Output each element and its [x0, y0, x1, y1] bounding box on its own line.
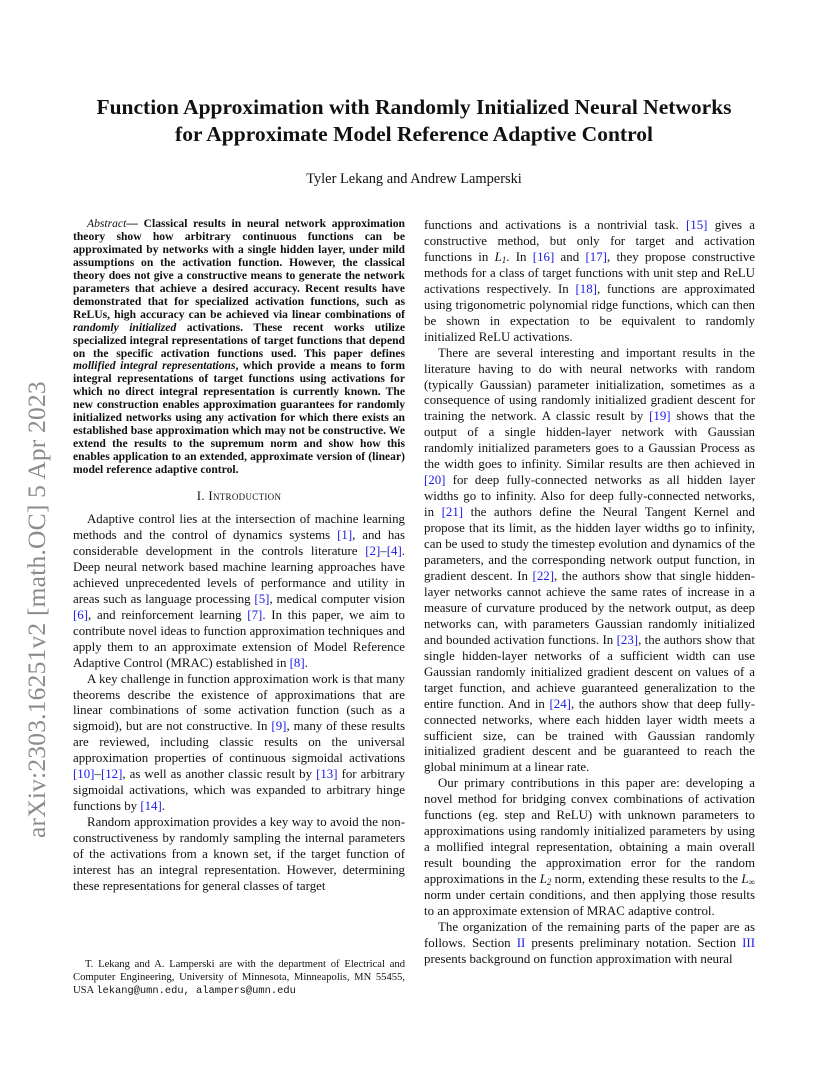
intro-paragraph-3: Random approximation provides a key way to avoid the non-constructiveness by randomly sampling the internal parameters of the activations from a known set, if the target function of interest has an integral representation. However, determining these representations for general classes of target [73, 815, 405, 893]
citation-14[interactable]: [14] [140, 799, 162, 814]
math-L2: $L_2$ [539, 872, 552, 888]
section-3-link[interactable]: III [742, 935, 755, 950]
section-2-link[interactable]: II [516, 935, 526, 950]
intro-paragraph-2: A key challenge in function approximation work is that many theorems describe the existence of approximations that are linear combinations of some activation function (such as a sigmoid), but are not constructive. In [9], many of these results are reviewed, including classic results on the universal approximation properties of continuous sigmoidal activations [10]–[12], as well as another classic result by [13] for arbitrary sigmoidal activations, which was expanded to arbitrary hinge functions by [14]. [73, 671, 406, 814]
section-heading-introduction: I. Introduction [196, 489, 282, 504]
right-paragraph-2: There are several interesting and important results in the literature having to do with neural networks with random (typically Gaussian) parameter initialization, sometimes as a consequence of using randomly initialized gradient descent for training the network. A classic result by [19] shows that the output of a single hidden-layer network with Gaussian randomly initialized parameters goes to a Gaussian Process as the width goes to infinity. Similar results are then achieved in [20] for deep fully-connected networks as all hidden layer widths go to infinity. Also for deep fully-connected networks, in [21] the authors define the Neural Tangent Kernel and propose that its limit, as the hidden layer widths go to infinity, can be used to study the timestep evolution and dynamics of the parameters, and the corresponding network output function, in gradient descent. In [22], the authors show that single hidden-layer networks cannot achieve the same rates of increase in a measure of curvature produced by the network output, as deep networks can, with parameters Gaussian randomly initialized and bounded activation functions. In [23], the authors show that single hidden-layer networks of a sufficient width can use Gaussian randomly initialized gradient descent on values of a target function, and achieve guaranteed generalization to the entire function. And in [24], the authors show that deep fully-connected networks, where each hidden layer width meets a sufficient size, can be trained with Gaussian randomly initialized gradient descent and be guaranteed to reach the global minimum at a linear rate. [424, 345, 756, 775]
math-Linf: $L_\infty$ [741, 872, 755, 888]
footnote-text: T. Lekang and A. Lamperski are with the department of Electrical and Computer Engineering, University of Minnesota, Minneapolis, MN 55455, USA [73, 959, 405, 996]
intro-paragraph-1: Adaptive control lies at the intersection of machine learning methods and the control of dynamics systems [1], and has considerable development in the controls literature [2]–[4]. Deep neural network based machine learning approaches have achieved unprecedented levels of performance and utility in areas such as language processing [5], medical computer vision [6], and reinforcement learning [7]. In this paper, we aim to contribute novel ideas to function approximation techniques and apply them to an approximate extension of Model Reference Adaptive Control (MRAC) established in [8]. [73, 512, 405, 670]
citation-6[interactable]: [6] [73, 607, 89, 622]
abstract-dash: — [126, 217, 144, 230]
abstract [73, 218, 405, 477]
right-paragraph-3: Our primary contributions in this paper are: developing a novel method for bridging convex combinations of activation functions (eg. step and ReLU) with unknown parameters to approximations using randomly initialized parameters by using a mollified integral representation, obtaining a main overall result bounding the approximation error for the random approximations in the $L_2$ norm, extending these results to the $L_\infty$ norm under certain conditions, and then applying those results to an approximate extension of MRAC adaptive control. [424, 776, 755, 918]
citation-7[interactable]: [7] [247, 607, 263, 622]
citation-8[interactable]: [8] [289, 655, 305, 670]
citation-18[interactable]: [18] [575, 281, 597, 296]
citation-20[interactable]: [20] [424, 473, 446, 488]
citation-17[interactable]: [17] [585, 249, 607, 264]
right-column [424, 218, 755, 968]
citation-16[interactable]: [16] [532, 249, 555, 264]
math-L1: $L_1$ [494, 249, 507, 265]
abstract-label: Abstract [87, 217, 127, 230]
abstract-emphasis-1: randomly initialized [73, 320, 177, 334]
abstract-text-3: , which provide a means to form integral representations of target functions using activations for which no direct integral representation is currently known. The new construction enables approximation guarantees for randomly initialized networks using any activation for which there exists an established base approximation which may not be constructive. We extend the results to the supremum norm and show how this enables application to an extended, approximate version of (linear) model reference adaptive control. [73, 359, 405, 477]
citation-22[interactable]: [22] [532, 568, 555, 583]
citation-9[interactable]: [9] [271, 719, 287, 734]
citation-12[interactable]: [12] [100, 767, 123, 782]
citation-1[interactable]: [1] [337, 527, 353, 542]
title-line-2: for Approximate Model Reference Adaptive Control [175, 122, 653, 146]
citation-2[interactable]: [2] [365, 543, 381, 558]
title-line-1: Function Approximation with Randomly Initialized Neural Networks [96, 95, 732, 119]
abstract-text-1: Classical results in neural network approximation theory show how arbitrary continuous functions can be approximated by networks with a single hidden layer, under mild assumptions on the activation function. However, the classical theory does not give a constructive means to generate the network parameters that achieve a desired accuracy. Recent results have demonstrated that for specialized activation functions, such as ReLUs, high accuracy can be achieved via linear combinations of [73, 217, 405, 321]
author-list: Tyler Lekang and Andrew Lamperski [306, 171, 522, 187]
left-column [73, 218, 405, 895]
right-paragraph-4: The organization of the remaining parts of the paper are as follows. Section II presents preliminary notation. Section III presents background on function approximation with neural [424, 919, 755, 966]
author-emails: lekang@umn.edu, alampers@umn.edu [96, 985, 296, 997]
arxiv-identifier-stamp: arXiv:2303.16251v2 [math.OC] 5 Apr 2023 [22, 381, 51, 838]
citation-15[interactable]: [15] [685, 218, 708, 232]
abstract-text-2: activations. These recent works utilize specialized integral representations of target functions that depend on the specific activation functions used. This paper defines [73, 320, 405, 360]
author-affiliation-footnote [73, 958, 405, 998]
citation-19[interactable]: [19] [649, 409, 671, 424]
citation-24[interactable]: [24] [549, 696, 571, 711]
citation-10[interactable]: [10] [73, 767, 95, 782]
citation-21[interactable]: [21] [441, 505, 464, 520]
citation-23[interactable]: [23] [616, 632, 639, 647]
abstract-emphasis-2: mollified integral representations [73, 359, 236, 373]
citation-4[interactable]: [4] [386, 543, 402, 558]
paper-title [60, 94, 768, 148]
citation-5[interactable]: [5] [254, 591, 270, 606]
right-paragraph-1: functions and activations is a nontrivial task. [15] gives a constructive method, but only for target and activation functions in $L_1$. In [16] and [17], they propose constructive methods for a class of target functions with unit step and ReLU activations respectively. In [18], functions are approximated using trigonometric polynomial ridge functions, which can then be shown in expectation to be equivalent to randomly initialized ReLU activations. [424, 218, 756, 344]
citation-13[interactable]: [13] [316, 767, 338, 782]
